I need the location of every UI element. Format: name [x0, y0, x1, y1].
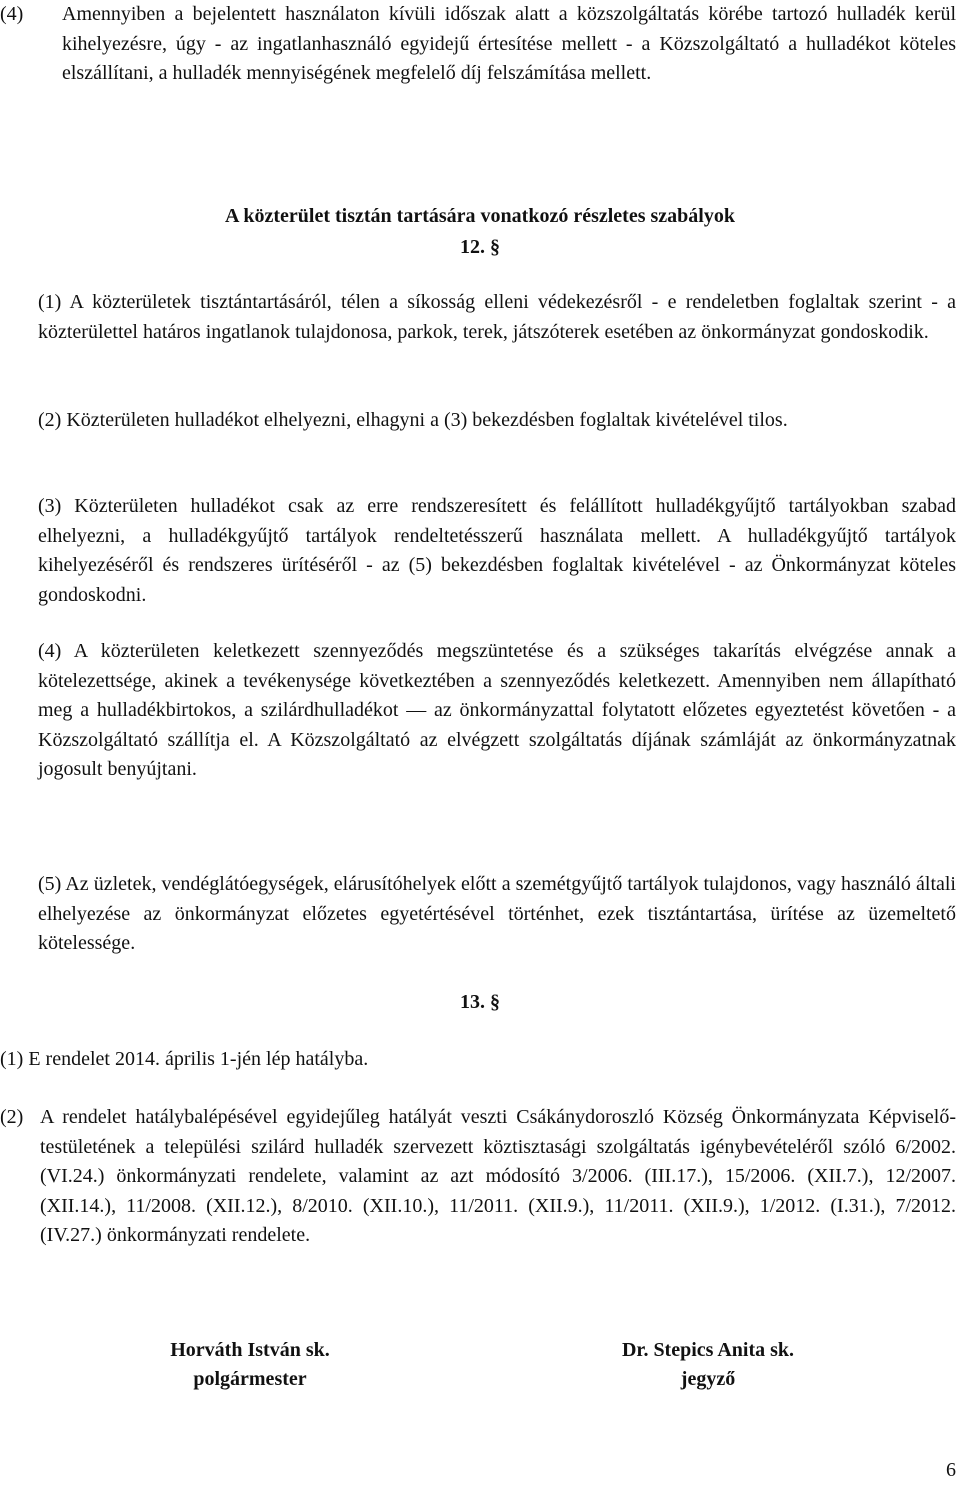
section12-paragraph-4: (4) A közterületen keletkezett szennyeződés megszüntetése és a szükséges takarítás elvégzése annak a kötelezettsége, akinek a tevékenysége következtében a szennyeződés keletkezett. Amennyiben nem állapítható meg a hulladékbirtokos, a szilárdhulladékot — az önkormányzattal folytatott előzetes egyeztetést követően - a Közszolgáltató szállítja el. A Közszolgáltató az elvégzett szolgáltatás díjának számláját az önkormányzatnak jogosult benyújtani. [38, 640, 956, 780]
signature-block-mayor [130, 1336, 370, 1394]
page-number: 6 [946, 1459, 956, 1481]
paragraph-number: (2) [0, 1106, 24, 1128]
section13-paragraph-2 [0, 1103, 958, 1251]
paragraph-4-carryover [0, 0, 958, 89]
signatory-name: Horváth István sk. [170, 1339, 330, 1361]
signatory-role: polgármester [193, 1368, 307, 1390]
section-number-12: 12. § [460, 236, 500, 258]
paragraph-text: A rendelet hatálybalépésével egyidejűleg hatályát veszti Csákánydoroszló Község Önkormányzata Képviselő-testületének a települési szilárd hulladék szervezett köztisztasági szolgáltatás igénybevételéről szóló 6/2002. (VI.24.) önkormányzati rendelete, valamint az azt módosító 3/2006. (III.17.), 15/2006. (XII.7.), 12/2007. (XII.14.), 11/2008. (XII.12.), 8/2010. (XII.10.), 11/2011. (XII.9.), 11/2011. (XII.9.), 1/2012. (I.31.), 7/2012. (IV.27.) önkormányzati rendelete. [40, 1106, 956, 1246]
section13-paragraph-1: (1) E rendelet 2014. április 1-jén lép hatályba. [0, 1048, 369, 1070]
section12-paragraph-3: (3) Közterületen hulladékot csak az erre rendszeresített és felállított hulladékgyűjtő tartályokban szabad elhelyezni, a hulladékgyűjtő tartályok rendeltetésszerű használata mellett. A hulladékgyűjtő tartályok kihelyezéséről és rendszeres ürítéséről - az (5) bekezdésben foglaltak kivételével - az Önkormányzat köteles gondoskodni. [38, 495, 956, 606]
paragraph-text: Amennyiben a bejelentett használaton kívüli időszak alatt a közszolgáltatás körébe tartozó hulladék kerül kihelyezésre, úgy - az ingatlanhasználó egyidejű értesítése mellett - a Közszolgáltató a hulladékot köteles elszállítani, a hulladék mennyiségének megfelelő díj felszámítása mellett. [62, 3, 956, 84]
signature-block-notary [578, 1336, 838, 1394]
section12-paragraph-5: (5) Az üzletek, vendéglátóegységek, elárusítóhelyek előtt a szemétgyűjtő tartályok tulajdonos, vagy használó általi elhelyezése az önkormányzat előzetes egyetértésével történhet, ezek tisztántartása, ürítése az üzemeltető kötelessége. [38, 873, 956, 954]
section-heading: A közterület tisztán tartására vonatkozó részletes szabályok [225, 205, 735, 227]
signatory-name: Dr. Stepics Anita sk. [621, 1339, 795, 1361]
paragraph-number: (4) [0, 3, 24, 25]
signatory-role: jegyző [680, 1368, 736, 1390]
section-number-13: 13. § [460, 991, 500, 1013]
section12-paragraph-1: (1) A közterületek tisztántartásáról, télen a síkosság elleni védekezésről - e rendeletben foglaltak szerint - a közterülettel határos ingatlanok tulajdonosa, parkok, terek, játszóterek esetében az önkormányzat gondoskodik. [38, 291, 956, 343]
section12-paragraph-2: (2) Közterületen hulladékot elhelyezni, elhagyni a (3) bekezdésben foglaltak kivételével tilos. [38, 409, 788, 431]
